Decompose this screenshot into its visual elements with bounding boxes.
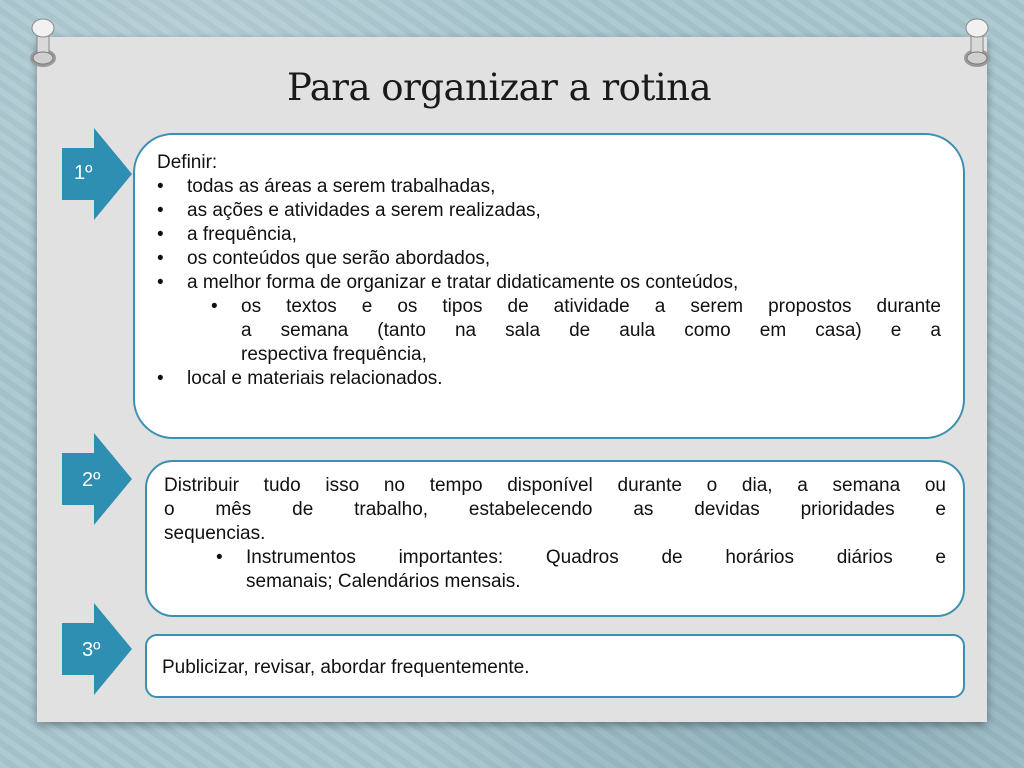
- step-3-arrow: [62, 603, 134, 703]
- step-1-heading: Definir:: [157, 152, 218, 173]
- step-1-arrow: [62, 128, 134, 228]
- slide-title: Para organizar a rotina: [287, 66, 712, 109]
- sub-list-item: • Instrumentos importantes: Quadros de horários diários e semanais; Calendários mensais.: [216, 547, 946, 592]
- step-3-box: [145, 634, 965, 698]
- list-item: • os conteúdos que serão abordados,: [157, 248, 491, 269]
- step-2-label: 2º: [82, 469, 101, 491]
- step-3-label: 3º: [82, 639, 101, 661]
- list-item: • as ações e atividades a serem realizadas,: [157, 200, 541, 221]
- step-2-line: sequencias.: [164, 523, 266, 544]
- pin-icon: [26, 14, 60, 70]
- step-2-arrow: [62, 433, 134, 533]
- step-2-box: [145, 460, 965, 617]
- sub-list-item: • os textos e os tipos de atividade a serem propostos durante a semana (tanto na sala de aula como em casa) e a respectiva frequência,: [211, 296, 941, 365]
- step-1-label: 1º: [74, 162, 93, 184]
- step-3-text: Publicizar, revisar, abordar frequentemente.: [162, 657, 530, 678]
- step-2-line: Distribuir tudo isso no tempo disponível durante o dia, a semana ou: [164, 475, 946, 496]
- list-item: • a frequência,: [157, 224, 297, 245]
- step-1-box: [133, 133, 965, 439]
- list-item: • todas as áreas a serem trabalhadas,: [157, 176, 496, 197]
- arrow-right-icon: [62, 128, 134, 224]
- list-item: • local e materiais relacionados.: [157, 368, 443, 389]
- step-2-line: o mês de trabalho, estabelecendo as devidas prioridades e: [164, 499, 946, 520]
- pin-icon: [960, 14, 994, 70]
- list-item: • a melhor forma de organizar e tratar didaticamente os conteúdos,: [157, 272, 739, 293]
